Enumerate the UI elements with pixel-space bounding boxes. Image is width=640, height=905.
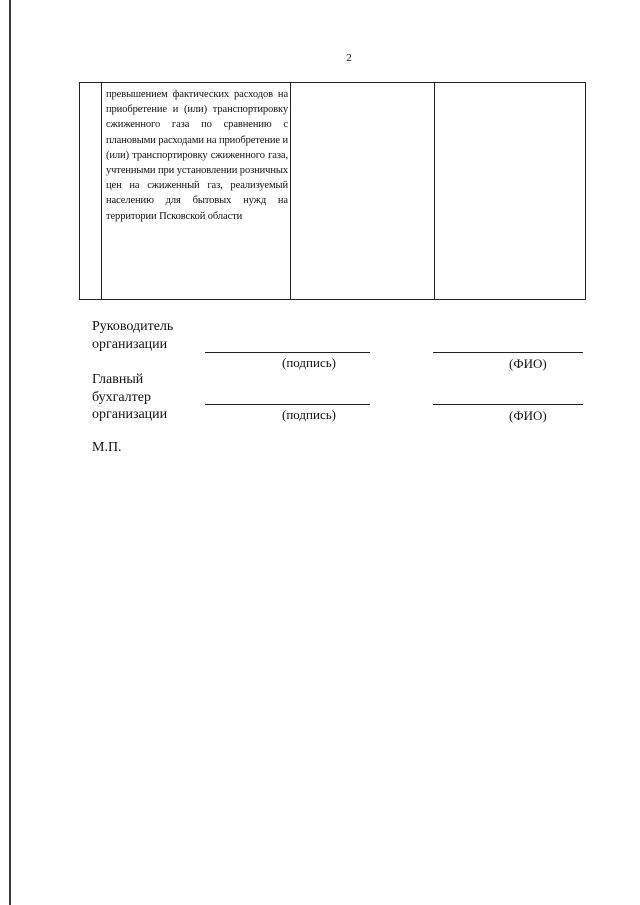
accountant-name-caption: (ФИО) (509, 408, 547, 423)
description-text: превышением фактических расходов на приобретение и (или) транспортировку сжиженного газа по сравнению с плановыми расходами на приобретение и (или) транспортировку сжиженного газа, учтенными при установлении розничных цен на сжиженный газ, реализуемый населению для бытовых нужд на территории Псковской области (106, 89, 288, 222)
page-edge (9, 0, 11, 905)
head-name-line (433, 352, 583, 353)
accountant-label-line1: Главный (92, 372, 144, 387)
head-label-line1: Руководитель (92, 319, 174, 334)
accountant-label-line2: бухгалтер (92, 390, 151, 405)
accountant-signature-caption: (подпись) (282, 407, 336, 422)
accountant-label-line3: организации (92, 407, 168, 422)
head-signature-caption: (подпись) (282, 355, 336, 370)
stamp-placeholder: М.П. (92, 440, 122, 455)
head-name-caption: (ФИО) (509, 356, 547, 371)
accountant-signature-line (205, 404, 370, 405)
head-label-line2: организации (92, 337, 168, 352)
value-cell-1 (291, 83, 435, 300)
continued-table (79, 82, 586, 300)
accountant-name-line (433, 404, 583, 405)
row-number-cell (80, 83, 102, 300)
value-cell-2 (435, 83, 586, 300)
table-row (80, 83, 586, 300)
description-cell (102, 83, 291, 300)
page-number: 2 (346, 52, 352, 64)
head-signature-line (205, 352, 370, 353)
